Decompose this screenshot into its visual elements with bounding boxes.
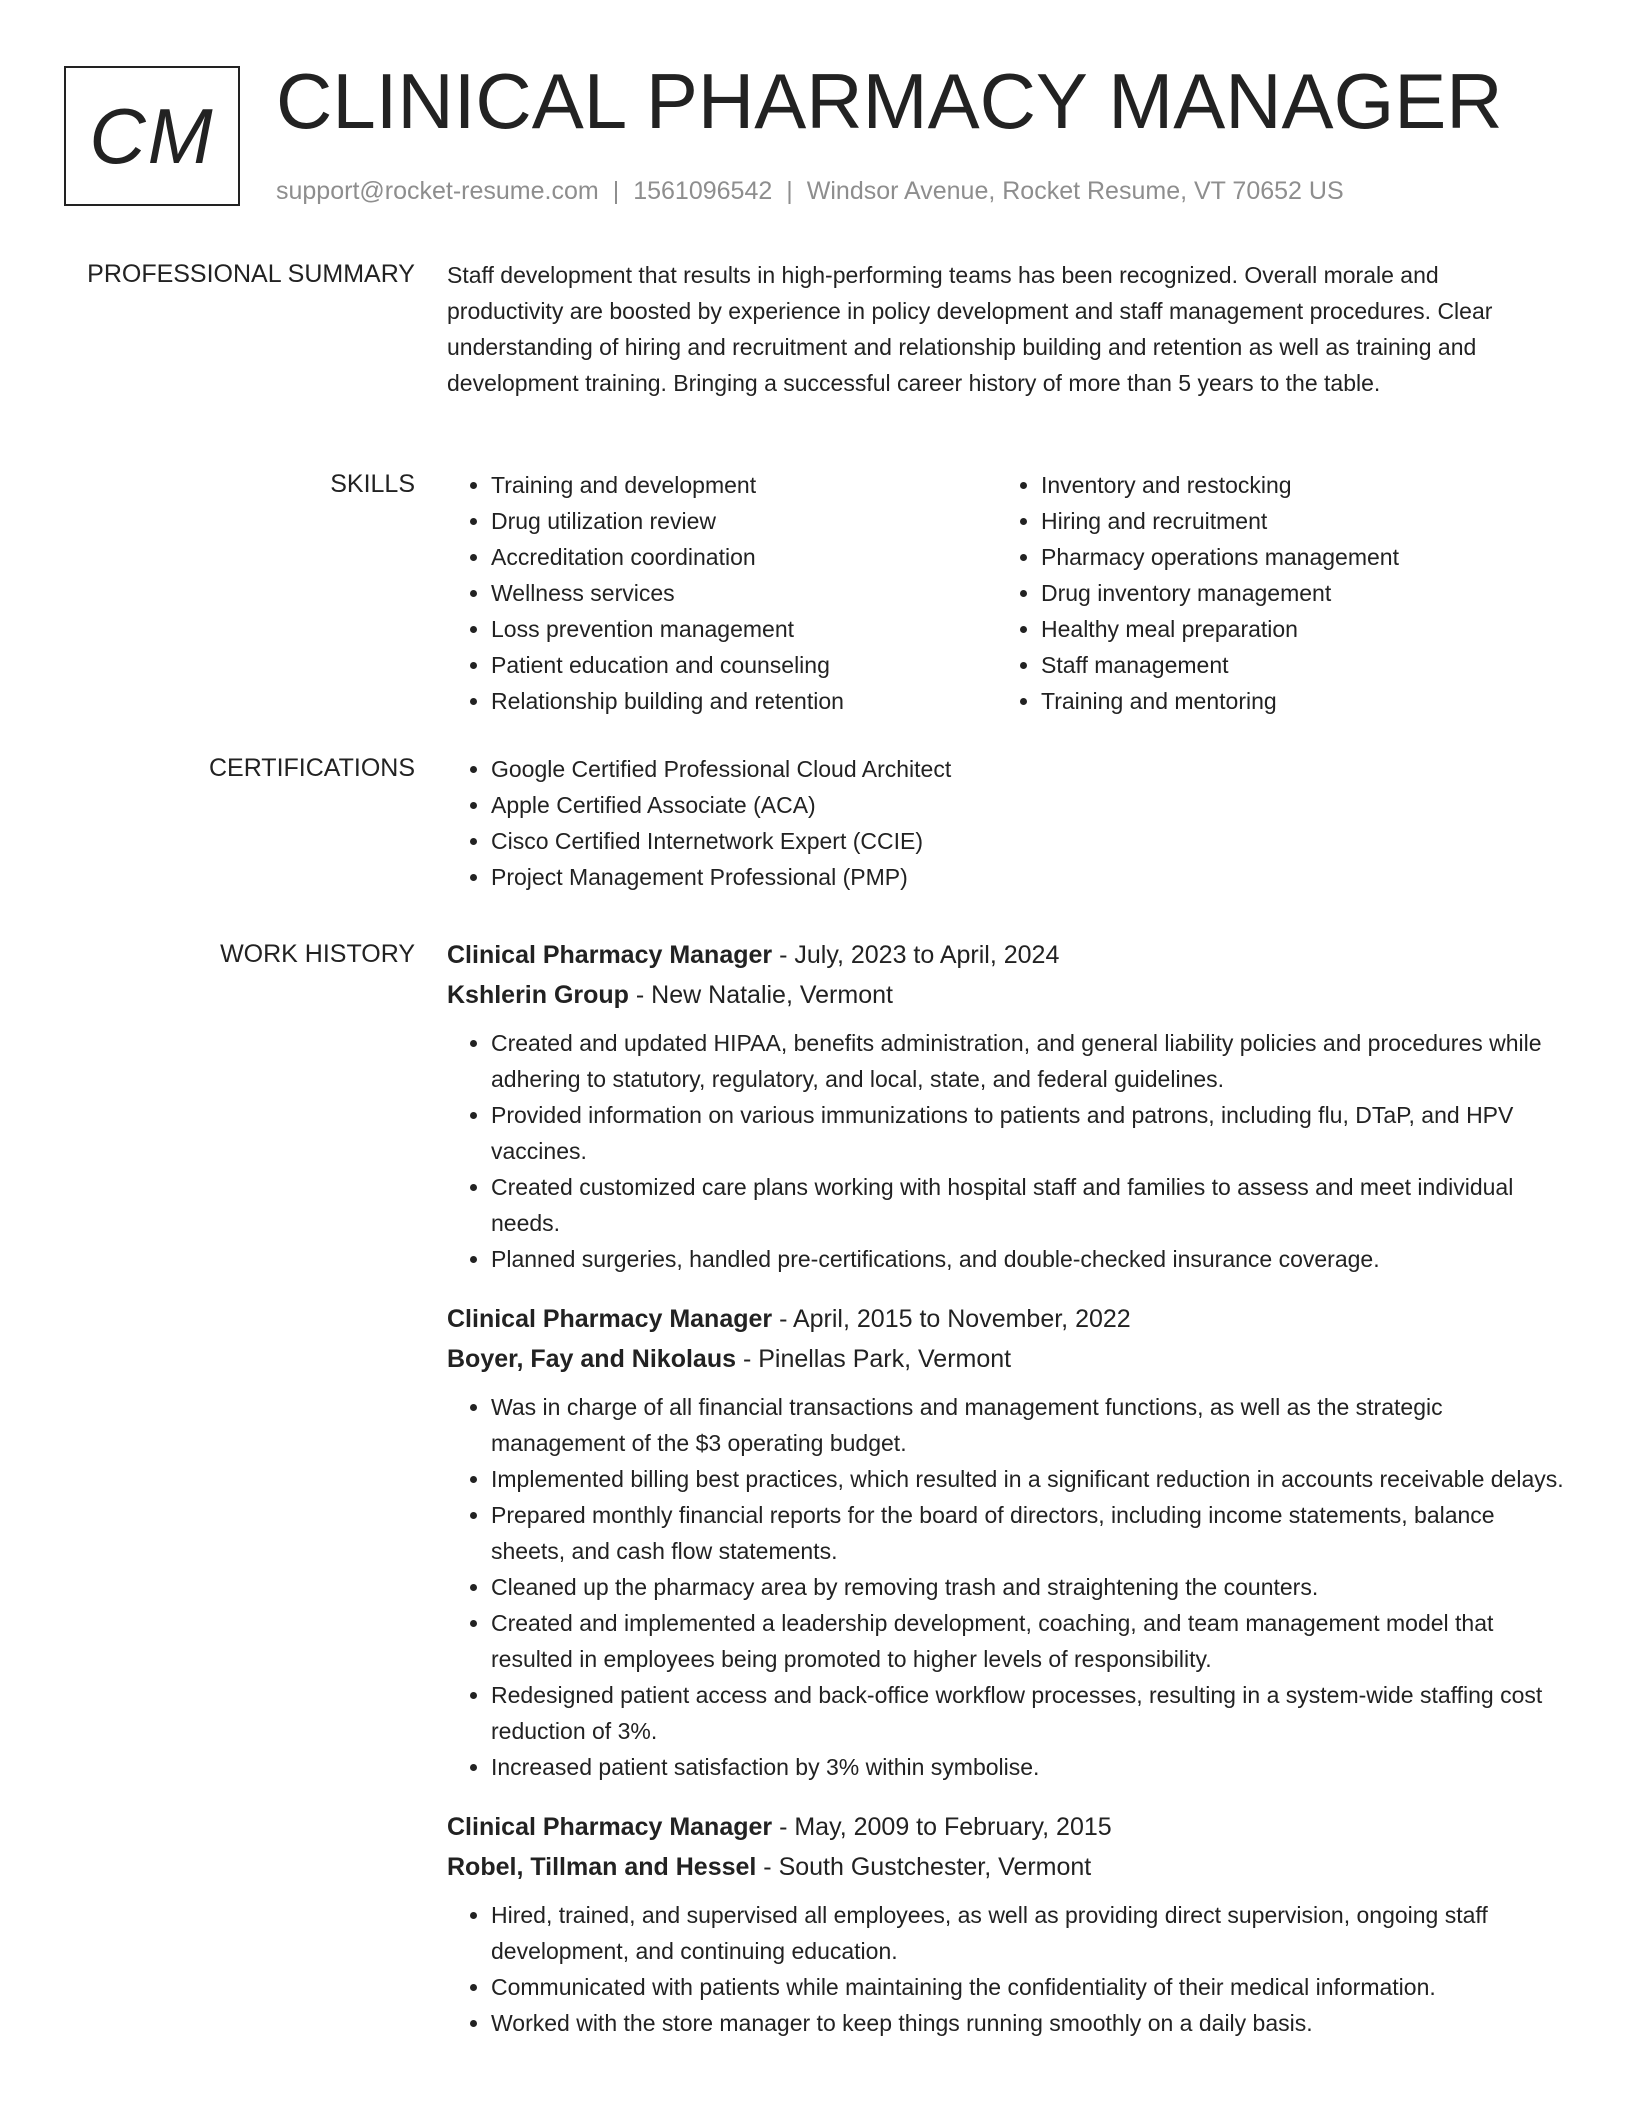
- list-item: • Planned surgeries, handled pre-certifications, and double-checked insurance coverage.: [491, 1241, 1567, 1277]
- job-bullet-list: [447, 1897, 1567, 2041]
- job-entry: [447, 1807, 1567, 2041]
- list-item: • Drug utilization review: [491, 503, 997, 539]
- list-item: • Drug inventory management: [1041, 575, 1547, 611]
- contact-address: Windsor Avenue, Rocket Resume, VT 70652 US: [806, 177, 1344, 205]
- list-item: • Inventory and restocking: [1041, 467, 1547, 503]
- skills-column-left: [447, 467, 997, 719]
- list-item: • Increased patient satisfaction by 3% within symbolise.: [491, 1749, 1567, 1785]
- job-title: Clinical Pharmacy Manager: [447, 941, 773, 969]
- job-entry: [447, 935, 1567, 1277]
- job-company: Boyer, Fay and Nikolaus: [447, 1345, 736, 1373]
- list-item: • Wellness services: [491, 575, 997, 611]
- section-label-work-history: WORK HISTORY: [220, 940, 415, 968]
- list-item: • Implemented billing best practices, which resulted in a significant reduction in accounts receivable delays.: [491, 1461, 1567, 1497]
- summary-body: [447, 257, 1567, 401]
- certifications-body: [447, 751, 1567, 895]
- contact-separator: |: [786, 177, 793, 205]
- skills-body: [447, 467, 1567, 719]
- job-bullet-list: [447, 1025, 1567, 1277]
- list-item: • Was in charge of all financial transactions and management functions, as well as the strategic management of the $3 operating budget.: [491, 1389, 1567, 1461]
- section-label-certifications: CERTIFICATIONS: [208, 754, 415, 782]
- job-dates: - May, 2009 to February, 2015: [772, 1813, 1112, 1841]
- job-dates: - July, 2023 to April, 2024: [772, 941, 1060, 969]
- list-item: • Prepared monthly financial reports for the board of directors, including income statements, balance sheets, and cash flow statements.: [491, 1497, 1567, 1569]
- job-title-line: [447, 1299, 1567, 1339]
- skills-list-right: [997, 467, 1547, 719]
- list-item: • Accreditation coordination: [491, 539, 997, 575]
- list-item: • Created customized care plans working with hospital staff and families to assess and meet individual needs.: [491, 1169, 1567, 1241]
- job-title-line: [447, 1807, 1567, 1847]
- summary-text: Staff development that results in high-performing teams has been recognized. Overall morale and productivity are boosted by experience in policy development and staff management procedures. Clear understanding of hiring and recruitment and relationship building and retention as well as training and development training. Bringing a successful career history of more than 5 years to the table.: [447, 262, 1493, 396]
- job-title: Clinical Pharmacy Manager: [447, 1305, 773, 1333]
- list-item: • Project Management Professional (PMP): [491, 859, 1567, 895]
- list-item: • Training and development: [491, 467, 997, 503]
- list-item: • Communicated with patients while maintaining the confidentiality of their medical information.: [491, 1969, 1567, 2005]
- contact-line: [276, 174, 1344, 208]
- job-location: - South Gustchester, Vermont: [756, 1853, 1092, 1881]
- contact-email: support@rocket-resume.com: [276, 177, 599, 205]
- list-item: • Loss prevention management: [491, 611, 997, 647]
- skills-column-right: [997, 467, 1547, 719]
- list-item: • Provided information on various immunizations to patients and patrons, including flu, DTaP, and HPV vaccines.: [491, 1097, 1567, 1169]
- job-title-line: [447, 935, 1567, 975]
- list-item: • Patient education and counseling: [491, 647, 997, 683]
- list-item: • Redesigned patient access and back-office workflow processes, resulting in a system-wide staffing cost reduction of 3%.: [491, 1677, 1567, 1749]
- list-item: • Created and updated HIPAA, benefits administration, and general liability policies and procedures while adhering to statutory, regulatory, and local, state, and federal guidelines.: [491, 1025, 1567, 1097]
- list-item: • Pharmacy operations management: [1041, 539, 1547, 575]
- job-dates: - April, 2015 to November, 2022: [772, 1305, 1131, 1333]
- work-history-body: [447, 935, 1567, 2063]
- skills-list-left: [447, 467, 997, 719]
- section-label-skills: SKILLS: [330, 470, 415, 498]
- list-item: • Apple Certified Associate (ACA): [491, 787, 1567, 823]
- list-item: • Worked with the store manager to keep things running smoothly on a daily basis.: [491, 2005, 1567, 2041]
- list-item: • Hiring and recruitment: [1041, 503, 1547, 539]
- list-item: • Created and implemented a leadership development, coaching, and team management model that resulted in employees being promoted to higher levels of responsibility.: [491, 1605, 1567, 1677]
- section-label-summary: PROFESSIONAL SUMMARY: [87, 260, 415, 288]
- list-item: • Training and mentoring: [1041, 683, 1547, 719]
- list-item: • Staff management: [1041, 647, 1547, 683]
- certifications-list: [447, 751, 1567, 895]
- monogram-logo: CM: [64, 66, 240, 206]
- page-title: CLINICAL PHARMACY MANAGER: [276, 57, 1503, 145]
- job-company: Kshlerin Group: [447, 981, 629, 1009]
- job-location: - Pinellas Park, Vermont: [736, 1345, 1012, 1373]
- list-item: • Cleaned up the pharmacy area by removing trash and straightening the counters.: [491, 1569, 1567, 1605]
- job-location: - New Natalie, Vermont: [628, 981, 893, 1009]
- job-title: Clinical Pharmacy Manager: [447, 1813, 773, 1841]
- job-company-line: [447, 975, 1567, 1015]
- job-entry: [447, 1299, 1567, 1785]
- contact-phone: 1561096542: [633, 177, 773, 205]
- job-company: Robel, Tillman and Hessel: [447, 1853, 757, 1881]
- job-company-line: [447, 1847, 1567, 1887]
- list-item: • Healthy meal preparation: [1041, 611, 1547, 647]
- job-bullet-list: [447, 1389, 1567, 1785]
- list-item: • Relationship building and retention: [491, 683, 997, 719]
- list-item: • Cisco Certified Internetwork Expert (CCIE): [491, 823, 1567, 859]
- list-item: • Google Certified Professional Cloud Architect: [491, 751, 1567, 787]
- contact-separator: |: [612, 177, 620, 205]
- list-item: • Hired, trained, and supervised all employees, as well as providing direct supervision, ongoing staff development, and continuing education.: [491, 1897, 1567, 1969]
- job-company-line: [447, 1339, 1567, 1379]
